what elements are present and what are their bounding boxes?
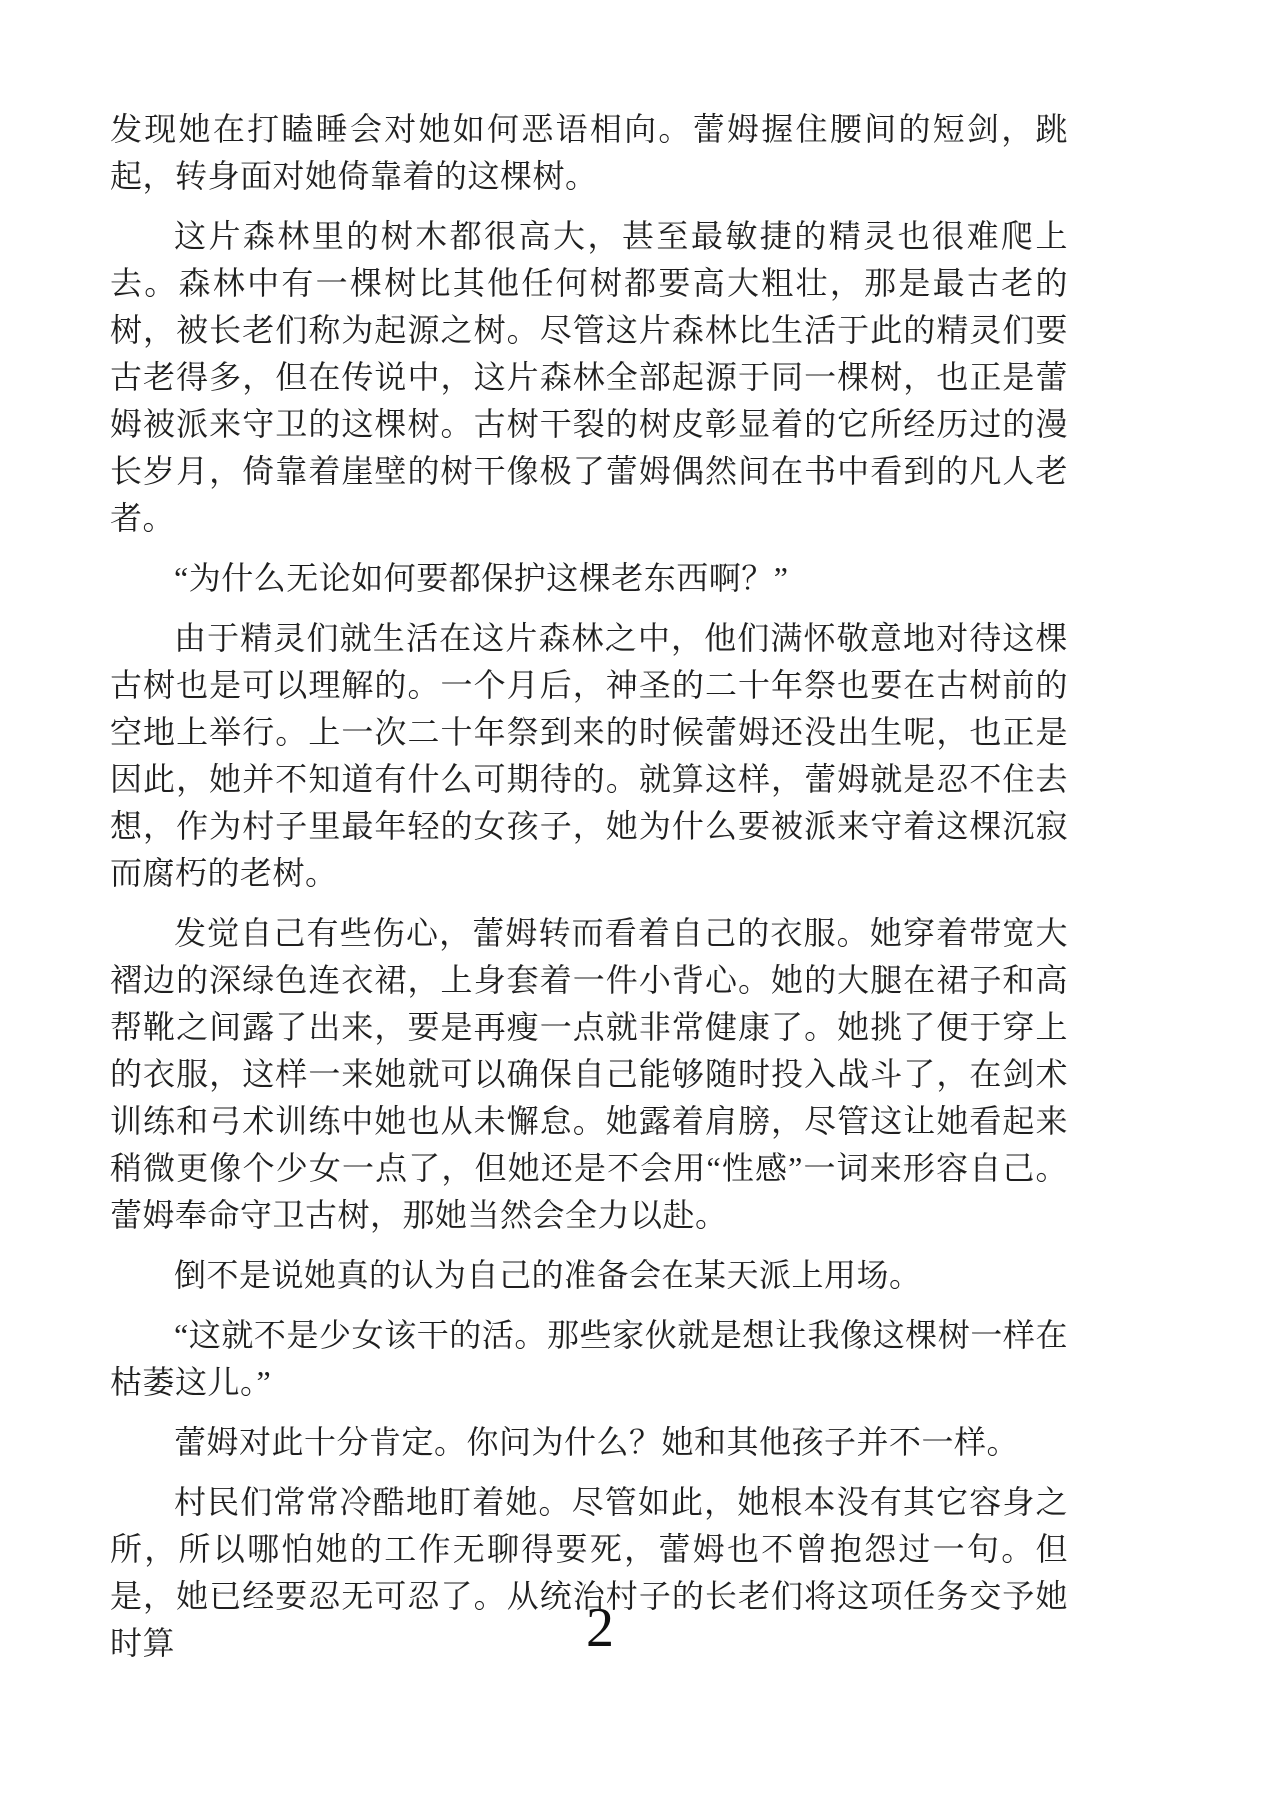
paragraph: 这片森林里的树木都很高大，甚至最敏捷的精灵也很难爬上去。森林中有一棵树比其他任何树都要高大粗壮，那是最古老的树，被长老们称为起源之树。尽管这片森林比生活于此的精灵们要古老得多，但在传说中，这片森林全部起源于同一棵树，也正是蕾姆被派来守卫的这棵树。古树干裂的树皮彰显着的它所经历过的漫长岁月，倚靠着崖壁的树干像极了蕾姆偶然间在书中看到的凡人老者。	[110, 218, 1068, 536]
paragraph-continuation: 发现她在打瞌睡会对她如何恶语相向。蕾姆握住腰间的短剑，跳起，转身面对她倚靠着的这棵树。	[110, 111, 1068, 194]
paragraph: 蕾姆对此十分肯定。你问为什么？她和其他孩子并不一样。	[174, 1424, 1020, 1460]
page-number: 2	[586, 1597, 614, 1659]
paragraph-dialogue: “这就不是少女该干的活。那些家伙就是想让我像这棵树一样在枯萎这儿。”	[110, 1317, 1068, 1400]
paragraph: 发觉自己有些伤心，蕾姆转而看着自己的衣服。她穿着带宽大褶边的深绿色连衣裙，上身套着一件小背心。她的大腿在裙子和高帮靴之间露了出来，要是再瘦一点就非常健康了。她挑了便于穿上的衣服，这样一来她就可以确保自己能够随时投入战斗了，在剑术训练和弓术训练中她也从未懈怠。她露着肩膀，尽管这让她看起来稍微更像个少女一点了，但她还是不会用“性感”一词来形容自己。蕾姆奉命守卫古树，那她当然会全力以赴。	[110, 915, 1068, 1233]
text-column	[110, 106, 1068, 1680]
paragraph-dialogue: “为什么无论如何要都保护这棵老东西啊？”	[174, 560, 789, 596]
paragraph: 由于精灵们就生活在这片森林之中，他们满怀敬意地对待这棵古树也是可以理解的。一个月后，神圣的二十年祭也要在古树前的空地上举行。上一次二十年祭到来的时候蕾姆还没出生呢，也正是因此，她并不知道有什么可期待的。就算这样，蕾姆就是忍不住去想，作为村子里最年轻的女孩子，她为什么要被派来守着这棵沉寂而腐朽的老树。	[110, 620, 1068, 891]
paragraph: 村民们常常冷酷地盯着她。尽管如此，她根本没有其它容身之所，所以哪怕她的工作无聊得要死，蕾姆也不曾抱怨过一句。但是，她已经要忍无可忍了。从统治村子的长老们将这项任务交予她时算	[110, 1484, 1068, 1661]
paragraph: 倒不是说她真的认为自己的准备会在某天派上用场。	[174, 1257, 922, 1293]
